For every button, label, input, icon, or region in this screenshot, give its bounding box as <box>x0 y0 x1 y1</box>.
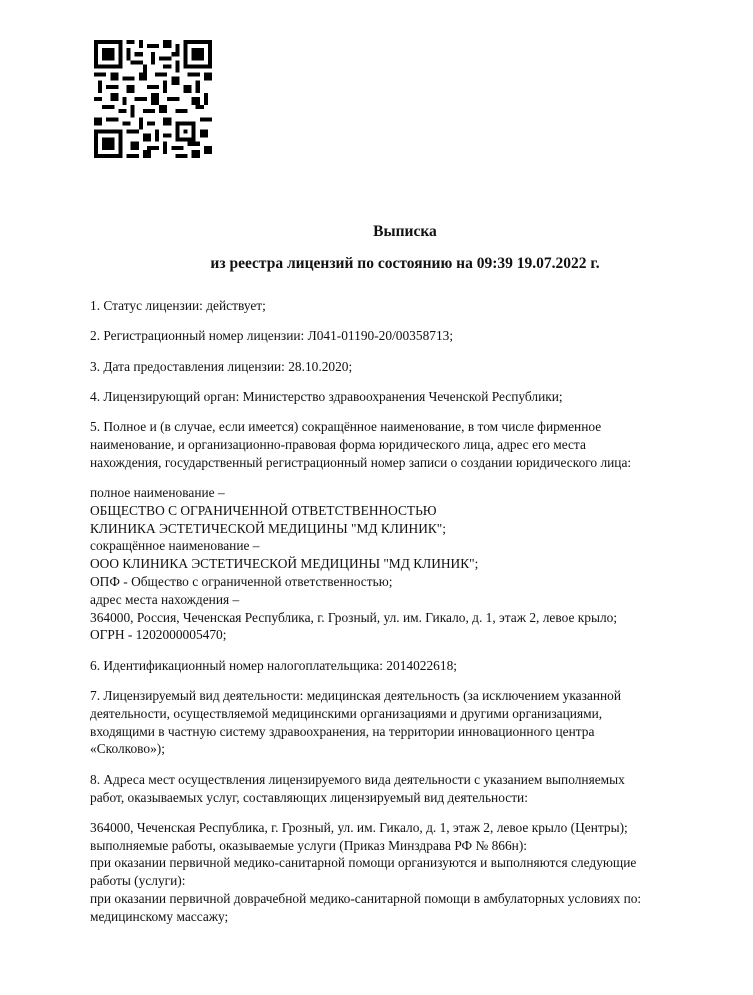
qr-code-icon <box>94 40 212 158</box>
activity-address-details <box>90 819 730 926</box>
licensed-activity <box>90 687 730 758</box>
text-line: при оказании первичной медико-санитарной помощи организуются и выполняются следующие <box>90 855 637 871</box>
text-line: ОГРН - 1202000005470; <box>90 627 227 643</box>
document-subtitle: из реестра лицензий по состоянию на 09:39 19.07.2022 г. <box>210 255 600 272</box>
license-date: 3. Дата предоставления лицензии: 28.10.2020; <box>90 358 353 374</box>
license-reg-number: 2. Регистрационный номер лицензии: Л041-01190-20/00358713; <box>90 328 454 344</box>
text-line: выполняемые работы, оказываемые услуги (Приказ Минздрава РФ № 866н): <box>90 837 528 853</box>
text-line: при оказании первичной доврачебной медико-санитарной помощи в амбулаторных условиях по: <box>90 891 642 907</box>
license-status: 1. Статус лицензии: действует; <box>90 298 266 313</box>
text-line: сокращённое наименование – <box>90 538 260 554</box>
document-body <box>90 297 730 938</box>
text-line: полное наименование – <box>90 485 225 501</box>
text-line: 364000, Чеченская Республика, г. Грозный, ул. им. Гикало, д. 1, этаж 2, левое крыло (Центры); <box>90 819 628 835</box>
text-line: 364000, Россия, Чеченская Республика, г. Грозный, ул. им. Гикало, д. 1, этаж 2, левое крыло; <box>90 609 618 625</box>
text-line: наименование, и организационно-правовая форма юридического лица, адрес его места <box>90 436 586 452</box>
text-line: деятельности, осуществляемой медицинскими организациями и другими организациями, <box>90 705 603 721</box>
text-line: работы (услуги): <box>90 873 186 889</box>
text-line: 8. Адреса мест осуществления лицензируемого вида деятельности с указанием выполняемых <box>90 771 625 787</box>
text-line: «Сколково»); <box>90 741 165 757</box>
text-line: входящими в частную систему здравоохранения, на территории инновационного центра <box>90 723 595 739</box>
text-line: нахождения, государственный регистрационный номер записи о создании юридического лица: <box>90 454 632 470</box>
text-line: КЛИНИКА ЭСТЕТИЧЕСКОЙ МЕДИЦИНЫ "МД КЛИНИК"; <box>90 520 446 536</box>
text-line: 7. Лицензируемый вид деятельности: медицинская деятельность (за исключением указанной <box>90 688 622 704</box>
document-title: Выписка <box>373 223 437 240</box>
text-line: адрес места нахождения – <box>90 591 240 607</box>
text-line: ОБЩЕСТВО С ОГРАНИЧЕННОЙ ОТВЕТСТВЕННОСТЬЮ <box>90 502 437 518</box>
license-authority: 4. Лицензирующий орган: Министерство здравоохранения Чеченской Республики; <box>90 388 563 404</box>
activity-addresses-intro <box>90 771 730 807</box>
text-line: работ, оказываемых услуг, составляющих лицензируемый вид деятельности: <box>90 789 528 805</box>
text-line: 5. Полное и (в случае, если имеется) сокращённое наименование, в том числе фирменное <box>90 419 602 435</box>
qr-code <box>94 40 212 158</box>
entity-details <box>90 484 730 644</box>
text-line: ОПФ - Общество с ограниченной ответственностью; <box>90 574 393 590</box>
license-inn: 6. Идентификационный номер налогоплательщика: 2014022618; <box>90 657 457 673</box>
text-line: медицинскому массажу; <box>90 908 229 924</box>
entity-name-intro <box>90 418 730 471</box>
text-line: ООО КЛИНИКА ЭСТЕТИЧЕСКОЙ МЕДИЦИНЫ "МД КЛИНИК"; <box>90 556 479 572</box>
